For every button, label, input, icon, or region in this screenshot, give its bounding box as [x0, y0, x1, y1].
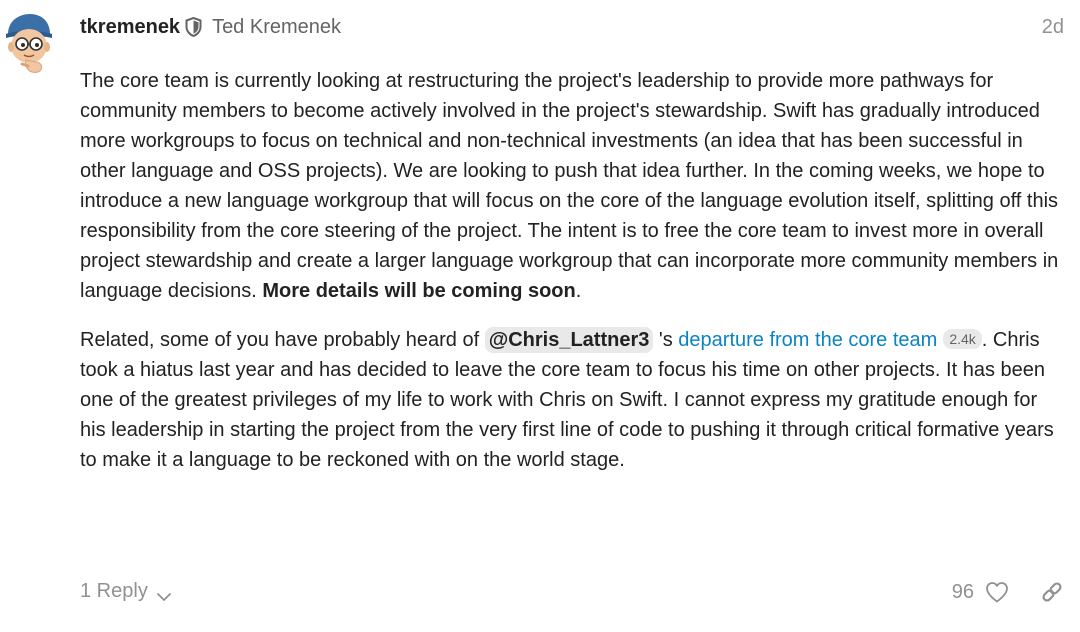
paragraph-2-after-link: . — [981, 329, 988, 351]
paragraph-2-possessive: 's — [653, 329, 679, 351]
chevron-down-icon — [156, 586, 172, 598]
replies-toggle-button[interactable] — [80, 580, 172, 603]
full-name[interactable]: Ted Kremenek — [212, 16, 342, 38]
post-date[interactable]: 2d — [1041, 16, 1064, 38]
post-header — [80, 14, 341, 40]
avatar-memoji — [2, 12, 56, 78]
heart-icon[interactable] — [984, 580, 1010, 604]
departure-link[interactable]: departure from the core team — [678, 329, 938, 351]
paragraph-2 — [80, 325, 1064, 475]
post-body — [80, 66, 1064, 494]
user-mention[interactable]: @Chris_Lattner3 — [485, 327, 654, 353]
paragraph-2-rest: Chris took a hiatus last year and has decided to leave the core team to focus his time on other projects. It has been one of the greatest privileges of my life to work with Chris on Swift. I cannot express my gratitude enough for his leadership in starting the project from the very first line of code to pushing it through critical formative years to make it a language to be reckoned with on the world stage. — [80, 329, 1054, 471]
paragraph-1-text: The core team is currently looking at restructuring the project's leadership to provide more pathways for community members to become actively involved in the project's stewardship. Swift has gradually introduced more workgroups to focus on technical and non-technical investments (an idea that has been successful in other language and OSS projects). We are looking to push that idea further. In the coming weeks, we hope to introduce a new language workgroup that will focus on the core of the language evolution itself, splitting off this responsibility from the core steering of the project. The intent is to free the core team to invest more in overall project stewardship and create a larger language workgroup that can incorporate more community members in language decisions. — [80, 70, 1059, 302]
avatar[interactable] — [2, 12, 56, 78]
link-icon[interactable] — [1040, 580, 1064, 604]
replies-label: 1 Reply — [80, 580, 148, 602]
paragraph-1-end: . — [575, 280, 582, 302]
link-click-count: 2.4k — [943, 329, 981, 349]
post-actions — [952, 576, 1064, 608]
username[interactable]: tkremenek — [80, 16, 181, 38]
post-footer — [80, 576, 1064, 608]
like-count[interactable]: 96 — [951, 580, 974, 603]
shield-icon — [185, 17, 202, 37]
paragraph-1-bold: More details will be coming soon — [262, 280, 576, 302]
paragraph-2-intro: Related, some of you have probably heard of — [80, 329, 485, 351]
paragraph-1 — [80, 66, 1064, 306]
